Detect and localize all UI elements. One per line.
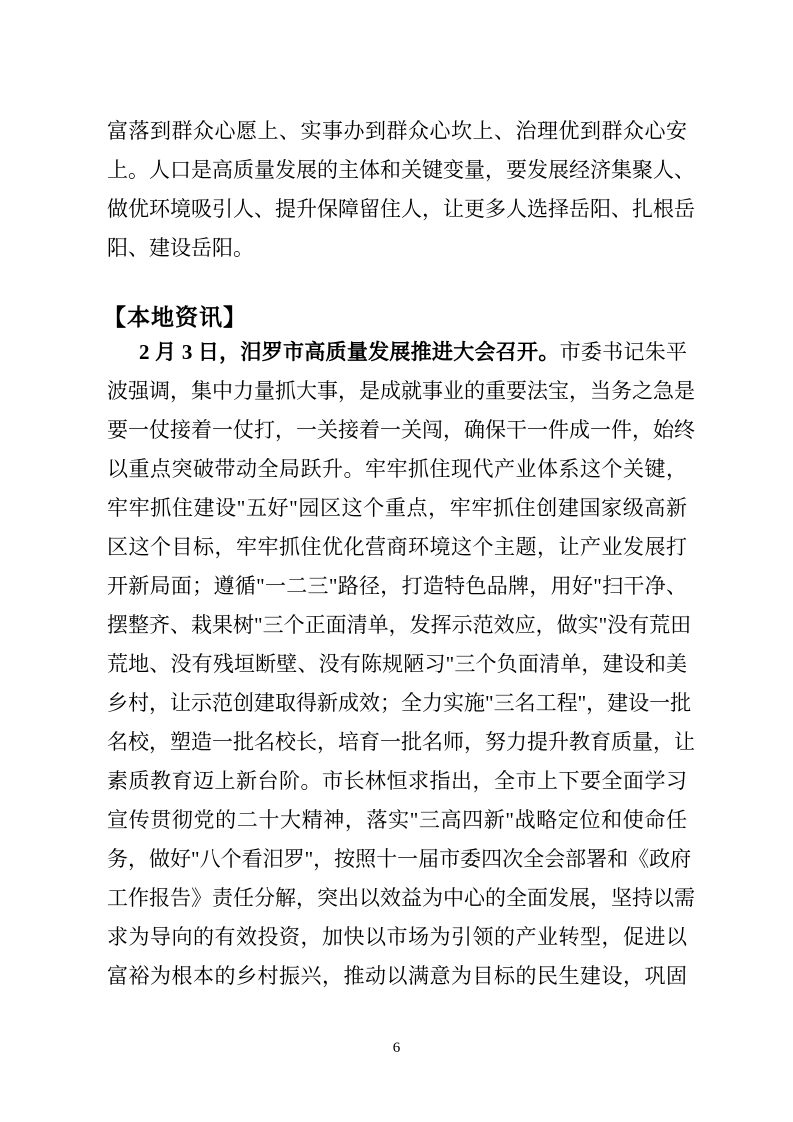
text-line: 富裕为根本的乡村振兴，推动以满意为目标的民生建设，巩固: [107, 964, 687, 988]
text-line: 开新局面；遵循"一二三"路径，打造特色品牌，用好"扫干净、: [107, 574, 687, 598]
paragraph-news-body: [107, 333, 695, 996]
text-line: 区这个目标，牢牢抓住优化营商环境这个主题，让产业发展打: [107, 535, 687, 559]
text-line: 波强调，集中力量抓大事，是成就事业的重要法宝，当务之急是: [107, 379, 695, 403]
text-line: 阳、建设岳阳。: [107, 236, 254, 260]
text-line: 乡村，让示范创建取得新成效；全力实施"三名工程"，建设一批: [107, 691, 692, 715]
page-number: 6: [392, 1040, 401, 1056]
text-line: 务，做好"八个看汨罗"，按照十一届市委四次全会部署和《政府: [107, 847, 692, 871]
text-line: 工作报告》责任分解，突出以效益为中心的全面发展，坚持以需: [107, 886, 695, 910]
section-heading-local-news: 【本地资讯】: [103, 304, 247, 330]
paragraph-continued: [107, 112, 695, 268]
text-line-lead: [107, 333, 687, 372]
text-line: 素质教育迈上新台阶。市长林恒求指出，全市上下要全面学习: [107, 769, 687, 793]
text-line: 做优环境吸引人、提升保障留住人，让更多人选择岳阳、扎根岳: [107, 197, 695, 221]
text-line: 上。人口是高质量发展的主体和关键变量，要发展经济集聚人、: [107, 158, 695, 182]
text-line: 牢牢抓住建设"五好"园区这个重点，牢牢抓住创建国家级高新: [107, 496, 687, 520]
text-line: 要一仗接着一仗打，一关接着一关闯，确保干一件成一件，始终: [107, 418, 695, 442]
news-headline-bold: 2 月 3 日，汨罗市高质量发展推进大会召开。: [139, 340, 560, 364]
text-line: 求为导向的有效投资，加快以市场为引领的产业转型，促进以: [107, 925, 687, 949]
text-line: 摆整齐、栽果树"三个正面清单，发挥示范效应，做实"没有荒田: [107, 613, 692, 637]
text-line: 名校，塑造一批名校长，培育一批名师，努力提升教育质量，让: [107, 730, 695, 754]
news-lead-rest: 市委书记朱平: [559, 340, 688, 364]
text-line: 宣传贯彻党的二十大精神，落实"三高四新"战略定位和使命任: [107, 808, 687, 832]
text-line: 富落到群众心愿上、实事办到群众心坎上、治理优到群众心安: [107, 119, 687, 143]
text-line: 荒地、没有残垣断壁、没有陈规陋习"三个负面清单，建设和美: [107, 652, 687, 676]
text-line: 以重点突破带动全局跃升。牢牢抓住现代产业体系这个关键，: [107, 457, 687, 481]
